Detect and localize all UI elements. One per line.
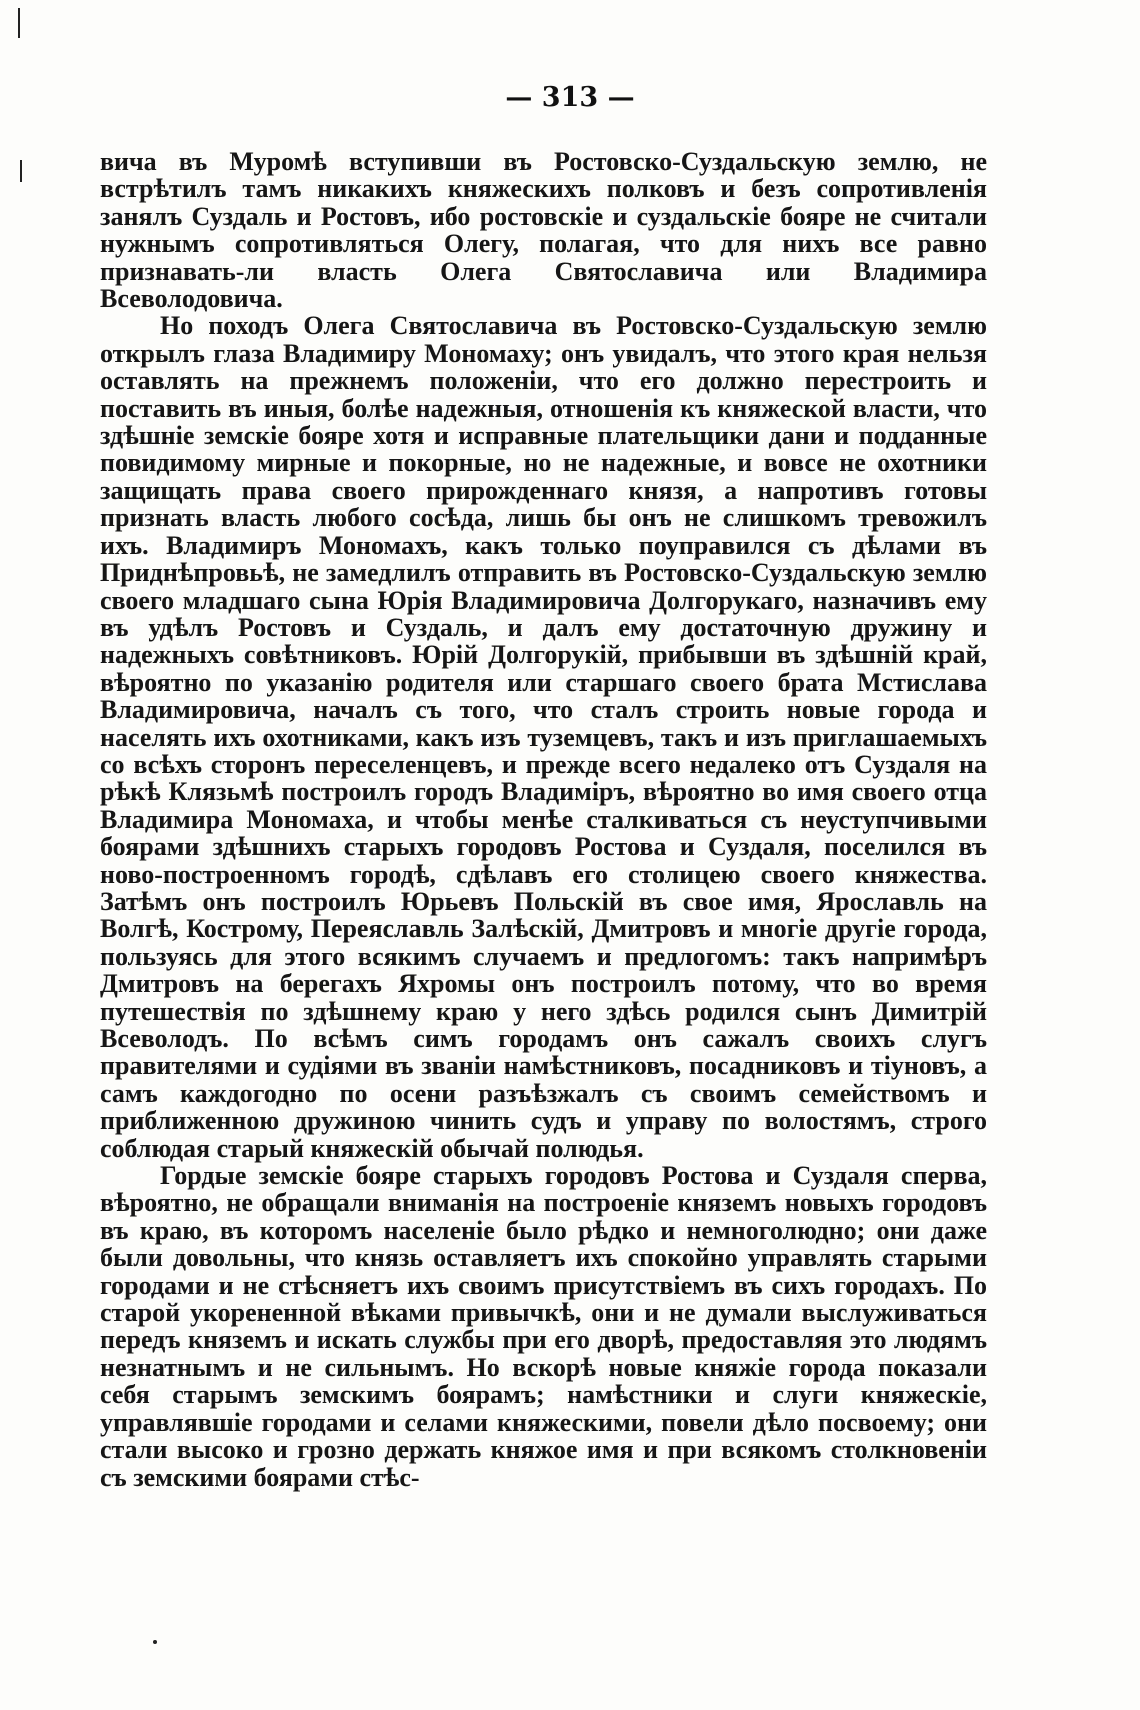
- paragraph: Но походъ Олега Святославича въ Ростовско-Суздальскую землю открылъ глаза Владимиру Мономаху; онъ увидалъ, что этого края нельзя оставлять на прежнемъ положеніи, что его должно перестроить и поставить въ иныя, болѣе надежныя, отношенія къ княжеской власти, что здѣшніе земскіе бояре хотя и исправные плательщики дани и подданные повидимому мирные и покорные, но не надежные, и вовсе не охотники защищать права своего прирожденнаго князя, а напротивъ готовы признать власть любого сосѣда, лишь бы онъ не слишкомъ тревожилъ ихъ. Владимиръ Мономахъ, какъ только поуправился съ дѣлами въ Приднѣпровьѣ, не замедлилъ отправить въ Ростовско-Суздальскую землю своего младшаго сына Юрія Владимировича Долгорукаго, назначивъ ему въ удѣлъ Ростовъ и Суздаль, и далъ ему достаточную дружину и надежныхъ совѣтниковъ. Юрій Долгорукій, прибывши въ здѣшній край, вѣроятно по указанію родителя или старшаго своего брата Мстислава Владимировича, началъ съ того, что сталъ строить новые города и населять ихъ охотниками, какъ изъ туземцевъ, такъ и изъ приглашаемыхъ со всѣхъ сторонъ переселенцевъ, и прежде всего недалеко отъ Суздаля на рѣкѣ Клязьмѣ построилъ городъ Владиміръ, вѣроятно во имя своего отца Владимира Мономаха, и чтобы менѣе сталкиваться съ неуступчивыми боярами здѣшнихъ старыхъ городовъ Ростова и Суздаля, поселился въ ново-построенномъ городѣ, сдѣлавъ его столицею своего княжества. Затѣмъ онъ построилъ Юрьевъ Польскій въ свое имя, Ярославль на Волгѣ, Кострому, Переяславль Залѣскій, Дмитровъ и многіе другіе города, пользуясь для этого всякимъ случаемъ и предлогомъ: такъ напримѣръ Дмитровъ на берегахъ Яхромы онъ построилъ потому, что во время путешествія по здѣшнему краю у него здѣсь родился сынъ Димитрій Всеволодъ. По всѣмъ симъ городамъ онъ сажалъ своихъ слугъ правителями и судіями въ званіи намѣстниковъ, посадниковъ и тіуновъ, а самъ каждогодно по осени разъѣзжалъ съ своимъ семействомъ и приближенною дружиною чинить судъ и управу по волостямъ, строго соблюдая старый княжескій обычай полюдья.: [100, 311, 987, 1163]
- scan-edge-mark: [18, 8, 20, 38]
- paragraph-continued: вича въ Муромѣ вступивши въ Ростовско-Суздальскую землю, не встрѣтилъ тамъ никакихъ княжескихъ полковъ и безъ сопротивленія занялъ Суздаль и Ростовъ, ибо ростовскіе и суздальскіе бояре не считали нужнымъ сопротивляться Олегу, полагая, что для нихъ все равно признавать-ли власть Олега Святославича или Владимира Всеволодовича.: [100, 147, 987, 314]
- scan-dot-mark: [153, 1640, 157, 1644]
- paragraph: Гордые земскіе бояре старыхъ городовъ Ростова и Суздаля сперва, вѣроятно, не обращали вниманія на построеніе княземъ новыхъ городовъ въ краю, въ которомъ населеніе было рѣдко и немноголюдно; они даже были довольны, что князь оставляетъ ихъ спокойно управлять старыми городами и не стѣсняетъ ихъ своимъ присутствіемъ въ сихъ городахъ. По старой укорененной вѣками привычкѣ, они и не думали выслуживаться передъ княземъ и искать службы при его дворѣ, предоставляя это людямъ незнатнымъ и не сильнымъ. Но вскорѣ новые княжіе города показали себя старымъ земскимъ боярамъ; намѣстники и слуги княжескіе, управлявшіе городами и селами княжескими, повели дѣло посвоему; они стали высоко и грозно держать княжое имя и при всякомъ столкновеніи съ земскими боярами стѣс-: [100, 1161, 987, 1492]
- scan-margin-mark: [20, 160, 22, 182]
- page-number: — 313 —: [505, 82, 635, 113]
- body-text: [100, 148, 987, 1491]
